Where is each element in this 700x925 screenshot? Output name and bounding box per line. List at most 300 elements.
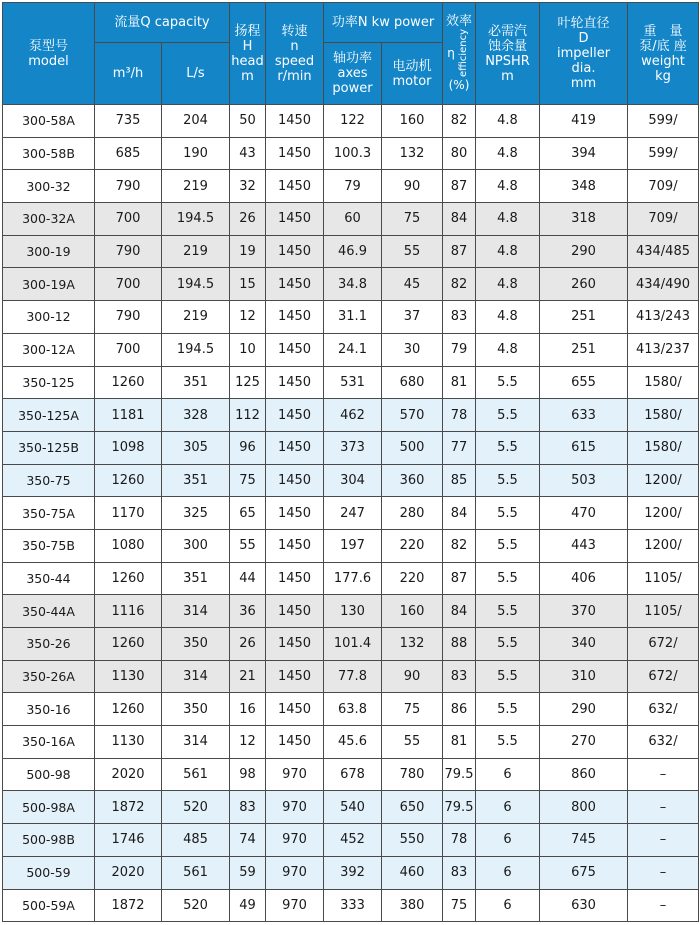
cell-weight: 1105/ [628,562,699,595]
cell-capacity-ls: 561 [162,856,230,889]
cell-capacity-m3h: 1130 [95,726,162,759]
cell-model: 300-58A [3,105,95,138]
table-row [3,595,699,628]
cell-npshr: 6 [476,856,540,889]
table-row [3,235,699,268]
cell-axes-power: 333 [324,889,382,922]
cell-efficiency: 83 [443,856,476,889]
cell-capacity-m3h: 700 [95,203,162,236]
cell-model: 300-19A [3,268,95,301]
table-row [3,726,699,759]
cell-weight: – [628,791,699,824]
cell-efficiency: 81 [443,726,476,759]
cell-efficiency: 87 [443,562,476,595]
table-row [3,824,699,857]
cell-weight: 599/ [628,137,699,170]
cell-capacity-ls: 194.5 [162,268,230,301]
cell-capacity-m3h: 1181 [95,399,162,432]
cell-head: 15 [230,268,266,301]
cell-capacity-m3h: 1260 [95,628,162,661]
cell-speed: 1450 [266,497,324,530]
cell-capacity-m3h: 790 [95,301,162,334]
cell-axes-power: 34.8 [324,268,382,301]
cell-npshr: 5.5 [476,726,540,759]
cell-capacity-ls: 520 [162,791,230,824]
cell-efficiency: 84 [443,203,476,236]
cell-impeller-dia: 470 [540,497,628,530]
cell-impeller-dia: 251 [540,301,628,334]
cell-speed: 1450 [266,464,324,497]
cell-capacity-ls: 194.5 [162,203,230,236]
efficiency-pct-label: (%) [448,77,470,92]
cell-head: 44 [230,562,266,595]
cell-capacity-m3h: 2020 [95,758,162,791]
cell-capacity-m3h: 1170 [95,497,162,530]
cell-capacity-m3h: 790 [95,170,162,203]
cell-speed: 1450 [266,235,324,268]
cell-axes-power: 462 [324,399,382,432]
cell-weight: – [628,856,699,889]
cell-capacity-ls: 351 [162,562,230,595]
cell-impeller-dia: 675 [540,856,628,889]
cell-capacity-ls: 300 [162,529,230,562]
cell-head: 21 [230,660,266,693]
cell-model: 500-98 [3,758,95,791]
cell-axes-power: 46.9 [324,235,382,268]
table-row [3,137,699,170]
cell-speed: 970 [266,856,324,889]
cell-speed: 1450 [266,529,324,562]
cell-speed: 970 [266,889,324,922]
cell-impeller-dia: 310 [540,660,628,693]
cell-capacity-ls: 485 [162,824,230,857]
cell-npshr: 5.5 [476,497,540,530]
cell-motor-power: 570 [382,399,443,432]
table-row [3,464,699,497]
cell-axes-power: 531 [324,366,382,399]
cell-capacity-m3h: 1872 [95,889,162,922]
cell-head: 32 [230,170,266,203]
cell-npshr: 5.5 [476,562,540,595]
cell-head: 125 [230,366,266,399]
cell-speed: 970 [266,791,324,824]
cell-impeller-dia: 251 [540,333,628,366]
cell-model: 350-75 [3,464,95,497]
cell-head: 75 [230,464,266,497]
cell-efficiency: 80 [443,137,476,170]
cell-head: 55 [230,529,266,562]
efficiency-en-label: efficiency [457,29,469,78]
cell-weight: 599/ [628,105,699,138]
cell-motor-power: 220 [382,562,443,595]
cell-speed: 1450 [266,726,324,759]
header-capacity-ls: L/s [162,43,230,105]
cell-head: 59 [230,856,266,889]
cell-head: 12 [230,726,266,759]
table-header [3,3,699,105]
table-row [3,366,699,399]
cell-head: 96 [230,431,266,464]
cell-motor-power: 280 [382,497,443,530]
table-row [3,399,699,432]
cell-motor-power: 460 [382,856,443,889]
cell-speed: 1450 [266,399,324,432]
cell-model: 300-19 [3,235,95,268]
cell-npshr: 6 [476,791,540,824]
cell-capacity-ls: 219 [162,170,230,203]
cell-efficiency: 81 [443,366,476,399]
cell-weight: 434/490 [628,268,699,301]
cell-capacity-ls: 314 [162,595,230,628]
cell-axes-power: 24.1 [324,333,382,366]
cell-efficiency: 84 [443,595,476,628]
cell-capacity-ls: 305 [162,431,230,464]
cell-efficiency: 78 [443,399,476,432]
cell-speed: 1450 [266,203,324,236]
cell-efficiency: 79 [443,333,476,366]
cell-motor-power: 55 [382,726,443,759]
table-row [3,529,699,562]
cell-axes-power: 197 [324,529,382,562]
cell-motor-power: 30 [382,333,443,366]
cell-efficiency: 82 [443,529,476,562]
cell-motor-power: 650 [382,791,443,824]
cell-model: 350-125A [3,399,95,432]
header-capacity: 流量Q capacity [95,3,230,43]
cell-npshr: 5.5 [476,431,540,464]
cell-model: 500-98B [3,824,95,857]
cell-capacity-m3h: 1260 [95,562,162,595]
cell-capacity-ls: 325 [162,497,230,530]
cell-impeller-dia: 615 [540,431,628,464]
cell-capacity-ls: 204 [162,105,230,138]
cell-head: 36 [230,595,266,628]
cell-model: 350-16 [3,693,95,726]
cell-axes-power: 77.8 [324,660,382,693]
cell-head: 65 [230,497,266,530]
cell-npshr: 5.5 [476,366,540,399]
cell-motor-power: 55 [382,235,443,268]
cell-head: 74 [230,824,266,857]
cell-npshr: 6 [476,889,540,922]
cell-model: 350-16A [3,726,95,759]
cell-model: 300-32A [3,203,95,236]
cell-motor-power: 90 [382,660,443,693]
cell-speed: 1450 [266,693,324,726]
cell-axes-power: 101.4 [324,628,382,661]
header-power-axes: 轴功率 axes power [324,43,382,105]
table-row [3,431,699,464]
cell-capacity-ls: 219 [162,235,230,268]
cell-speed: 1450 [266,137,324,170]
cell-weight: 709/ [628,203,699,236]
cell-weight: 632/ [628,693,699,726]
cell-npshr: 6 [476,824,540,857]
cell-npshr: 5.5 [476,595,540,628]
header-speed: 转速 n speed r/min [266,3,324,105]
cell-head: 49 [230,889,266,922]
cell-speed: 970 [266,824,324,857]
cell-axes-power: 304 [324,464,382,497]
cell-npshr: 5.5 [476,464,540,497]
table-row [3,562,699,595]
cell-weight: 709/ [628,170,699,203]
table-row [3,268,699,301]
efficiency-eta-label: η [447,45,455,60]
cell-motor-power: 360 [382,464,443,497]
cell-capacity-ls: 194.5 [162,333,230,366]
cell-speed: 1450 [266,628,324,661]
cell-motor-power: 500 [382,431,443,464]
table-row [3,628,699,661]
cell-weight: 1580/ [628,366,699,399]
cell-impeller-dia: 340 [540,628,628,661]
cell-axes-power: 31.1 [324,301,382,334]
cell-efficiency: 78 [443,824,476,857]
header-model: 泵型号 model [3,3,95,105]
cell-weight: 1580/ [628,399,699,432]
cell-motor-power: 132 [382,628,443,661]
cell-capacity-m3h: 1746 [95,824,162,857]
table-row [3,333,699,366]
table-row [3,693,699,726]
cell-capacity-ls: 520 [162,889,230,922]
cell-motor-power: 680 [382,366,443,399]
header-efficiency [443,3,476,105]
header-power-motor: 电动机 motor [382,43,443,105]
cell-impeller-dia: 503 [540,464,628,497]
cell-model: 350-26 [3,628,95,661]
cell-capacity-m3h: 2020 [95,856,162,889]
cell-speed: 1450 [266,431,324,464]
cell-axes-power: 678 [324,758,382,791]
cell-npshr: 4.8 [476,301,540,334]
cell-motor-power: 132 [382,137,443,170]
cell-weight: 632/ [628,726,699,759]
cell-motor-power: 37 [382,301,443,334]
cell-npshr: 5.5 [476,628,540,661]
cell-axes-power: 100.3 [324,137,382,170]
efficiency-cn-label: 效率 [445,14,472,30]
cell-npshr: 5.5 [476,399,540,432]
cell-weight: 1200/ [628,464,699,497]
cell-capacity-m3h: 1260 [95,693,162,726]
cell-head: 43 [230,137,266,170]
header-capacity-m3h: m³/h [95,43,162,105]
cell-model: 300-32 [3,170,95,203]
cell-capacity-ls: 219 [162,301,230,334]
cell-axes-power: 122 [324,105,382,138]
cell-impeller-dia: 348 [540,170,628,203]
cell-speed: 1450 [266,170,324,203]
cell-motor-power: 220 [382,529,443,562]
cell-head: 10 [230,333,266,366]
cell-impeller-dia: 800 [540,791,628,824]
table-row [3,170,699,203]
cell-efficiency: 84 [443,497,476,530]
cell-speed: 1450 [266,660,324,693]
cell-speed: 1450 [266,268,324,301]
cell-capacity-ls: 328 [162,399,230,432]
cell-axes-power: 452 [324,824,382,857]
cell-capacity-m3h: 1080 [95,529,162,562]
cell-axes-power: 177.6 [324,562,382,595]
cell-npshr: 6 [476,758,540,791]
cell-capacity-ls: 561 [162,758,230,791]
cell-capacity-m3h: 685 [95,137,162,170]
cell-impeller-dia: 860 [540,758,628,791]
cell-weight: 672/ [628,628,699,661]
cell-capacity-m3h: 790 [95,235,162,268]
cell-speed: 1450 [266,105,324,138]
cell-efficiency: 87 [443,235,476,268]
cell-motor-power: 160 [382,105,443,138]
cell-motor-power: 75 [382,693,443,726]
cell-impeller-dia: 745 [540,824,628,857]
cell-model: 500-59A [3,889,95,922]
cell-npshr: 4.8 [476,235,540,268]
cell-head: 26 [230,203,266,236]
cell-impeller-dia: 270 [540,726,628,759]
table-row [3,203,699,236]
cell-weight: 434/485 [628,235,699,268]
cell-capacity-m3h: 1872 [95,791,162,824]
cell-motor-power: 45 [382,268,443,301]
table-row [3,105,699,138]
cell-efficiency: 88 [443,628,476,661]
cell-axes-power: 79 [324,170,382,203]
header-npshr: 必需汽 蚀余量 NPSHR m [476,3,540,105]
cell-speed: 1450 [266,595,324,628]
cell-capacity-ls: 351 [162,366,230,399]
cell-axes-power: 60 [324,203,382,236]
cell-speed: 1450 [266,333,324,366]
cell-capacity-m3h: 700 [95,333,162,366]
cell-head: 98 [230,758,266,791]
cell-efficiency: 87 [443,170,476,203]
cell-speed: 970 [266,758,324,791]
table-body [3,105,699,922]
cell-head: 16 [230,693,266,726]
cell-weight: 1200/ [628,497,699,530]
cell-impeller-dia: 443 [540,529,628,562]
cell-impeller-dia: 318 [540,203,628,236]
cell-head: 112 [230,399,266,432]
cell-capacity-m3h: 700 [95,268,162,301]
cell-weight: – [628,824,699,857]
cell-efficiency: 86 [443,693,476,726]
cell-impeller-dia: 419 [540,105,628,138]
cell-weight: 413/237 [628,333,699,366]
cell-weight: 1105/ [628,595,699,628]
cell-model: 350-125B [3,431,95,464]
cell-capacity-m3h: 1098 [95,431,162,464]
cell-efficiency: 85 [443,464,476,497]
cell-npshr: 4.8 [476,105,540,138]
cell-model: 350-26A [3,660,95,693]
cell-capacity-ls: 190 [162,137,230,170]
table-row [3,889,699,922]
cell-capacity-ls: 351 [162,464,230,497]
cell-impeller-dia: 290 [540,693,628,726]
cell-npshr: 5.5 [476,529,540,562]
header-head: 扬程 H head m [230,3,266,105]
pump-spec-table [2,2,699,922]
table-row [3,497,699,530]
cell-head: 26 [230,628,266,661]
cell-axes-power: 373 [324,431,382,464]
cell-weight: 672/ [628,660,699,693]
cell-impeller-dia: 630 [540,889,628,922]
cell-weight: 413/243 [628,301,699,334]
cell-efficiency: 77 [443,431,476,464]
cell-axes-power: 130 [324,595,382,628]
cell-capacity-m3h: 1130 [95,660,162,693]
cell-efficiency: 79.5 [443,758,476,791]
cell-speed: 1450 [266,301,324,334]
cell-capacity-m3h: 1260 [95,366,162,399]
cell-motor-power: 160 [382,595,443,628]
cell-head: 12 [230,301,266,334]
cell-motor-power: 780 [382,758,443,791]
cell-npshr: 5.5 [476,693,540,726]
cell-impeller-dia: 655 [540,366,628,399]
cell-impeller-dia: 406 [540,562,628,595]
cell-axes-power: 45.6 [324,726,382,759]
cell-weight: – [628,758,699,791]
cell-motor-power: 550 [382,824,443,857]
cell-impeller-dia: 290 [540,235,628,268]
cell-npshr: 4.8 [476,333,540,366]
cell-impeller-dia: 394 [540,137,628,170]
cell-impeller-dia: 260 [540,268,628,301]
cell-impeller-dia: 370 [540,595,628,628]
cell-capacity-m3h: 1116 [95,595,162,628]
cell-model: 500-98A [3,791,95,824]
cell-model: 350-75B [3,529,95,562]
header-weight: 重 量 泵/底 座 weight kg [628,3,699,105]
cell-model: 300-58B [3,137,95,170]
cell-motor-power: 380 [382,889,443,922]
table-row [3,301,699,334]
cell-capacity-ls: 350 [162,693,230,726]
cell-efficiency: 83 [443,301,476,334]
cell-model: 300-12A [3,333,95,366]
cell-speed: 1450 [266,562,324,595]
cell-motor-power: 90 [382,170,443,203]
cell-weight: 1580/ [628,431,699,464]
cell-motor-power: 75 [382,203,443,236]
cell-weight: – [628,889,699,922]
cell-npshr: 4.8 [476,268,540,301]
cell-speed: 1450 [266,366,324,399]
table-row [3,660,699,693]
cell-axes-power: 540 [324,791,382,824]
cell-model: 350-75A [3,497,95,530]
cell-efficiency: 79.5 [443,791,476,824]
cell-axes-power: 63.8 [324,693,382,726]
cell-axes-power: 247 [324,497,382,530]
cell-weight: 1200/ [628,529,699,562]
cell-capacity-ls: 314 [162,726,230,759]
cell-head: 19 [230,235,266,268]
cell-model: 350-44A [3,595,95,628]
header-power: 功率N kw power [324,3,443,43]
cell-capacity-m3h: 735 [95,105,162,138]
cell-model: 500-59 [3,856,95,889]
cell-efficiency: 83 [443,660,476,693]
cell-model: 300-12 [3,301,95,334]
